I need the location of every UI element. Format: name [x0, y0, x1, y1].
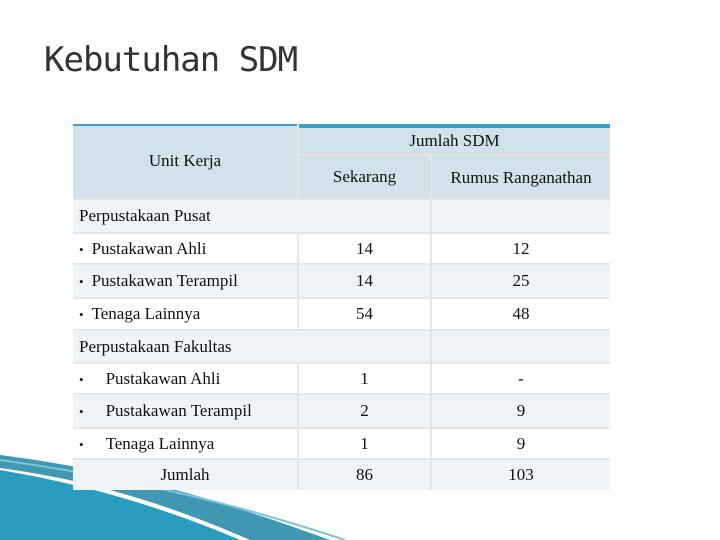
row-name: Tenaga Lainnya — [91, 304, 201, 323]
table-row-name — [73, 364, 297, 393]
row-formula: 25 — [512, 271, 530, 290]
bullet-icon — [79, 434, 92, 454]
total-formula: 103 — [508, 465, 534, 484]
header-blue-strip — [73, 124, 297, 126]
section-label: Perpustakaan Fakultas — [79, 336, 232, 356]
header-formula-cell — [432, 156, 610, 198]
header-group-cell — [299, 124, 610, 154]
section-label-cell — [73, 200, 430, 232]
section-label-cell — [73, 331, 430, 362]
staffing-table — [73, 124, 610, 490]
row-current: 1 — [360, 368, 369, 388]
table-row-formula — [432, 299, 610, 329]
row-current: 14 — [356, 271, 373, 290]
row-name: Pustakawan Ahli — [91, 238, 207, 258]
header-unit-cell — [73, 124, 297, 198]
row-formula: 9 — [516, 433, 526, 453]
total-formula-cell — [432, 460, 610, 490]
total-label-cell — [73, 460, 297, 490]
row-name: Pustakawan Terampil — [91, 271, 238, 290]
header-current-label: Sekarang — [332, 167, 397, 186]
row-name: Pustakawan Terampil — [105, 401, 252, 420]
row-formula: 12 — [512, 238, 530, 258]
row-current: 54 — [356, 304, 373, 323]
table-row-name — [73, 429, 297, 458]
table-row-formula — [432, 429, 610, 458]
bullet-icon — [79, 369, 92, 389]
table-row-name — [73, 395, 297, 427]
table-row-formula — [432, 364, 610, 393]
bullet-icon — [79, 304, 92, 324]
slide-title: Kebutuhan SDM — [44, 40, 298, 80]
row-name: Pustakawan Ahli — [105, 368, 221, 388]
bullet-icon — [79, 271, 92, 291]
row-current: 1 — [360, 433, 369, 453]
row-formula: 9 — [516, 401, 526, 420]
table-row-name — [73, 265, 297, 297]
bullet-icon — [79, 239, 92, 259]
section-empty-cell — [432, 200, 610, 232]
row-name: Tenaga Lainnya — [105, 433, 215, 453]
section-label: Perpustakaan Pusat — [79, 206, 211, 225]
table-row-formula — [432, 265, 610, 297]
table-row-name — [73, 234, 297, 263]
table-row-current — [299, 299, 430, 329]
total-current: 86 — [356, 465, 373, 484]
table-row-formula — [432, 395, 610, 427]
table-row-current — [299, 234, 430, 263]
table-row-current — [299, 265, 430, 297]
total-current-cell — [299, 460, 430, 490]
table-row-formula — [432, 234, 610, 263]
row-current: 14 — [356, 238, 373, 258]
header-formula-label: Rumus Ranganathan — [450, 167, 592, 187]
table-row-current — [299, 395, 430, 427]
table-row-current — [299, 429, 430, 458]
table-row-current — [299, 364, 430, 393]
row-formula: - — [518, 368, 524, 388]
table-row-name — [73, 299, 297, 329]
header-group-label: Jumlah SDM — [409, 131, 500, 150]
section-empty-cell — [432, 331, 610, 362]
bullet-icon — [79, 401, 92, 421]
row-current: 2 — [360, 401, 369, 420]
header-current-cell — [299, 156, 430, 198]
total-label: Jumlah — [160, 465, 210, 484]
header-unit-label: Unit Kerja — [148, 151, 222, 170]
row-formula: 48 — [512, 304, 530, 323]
